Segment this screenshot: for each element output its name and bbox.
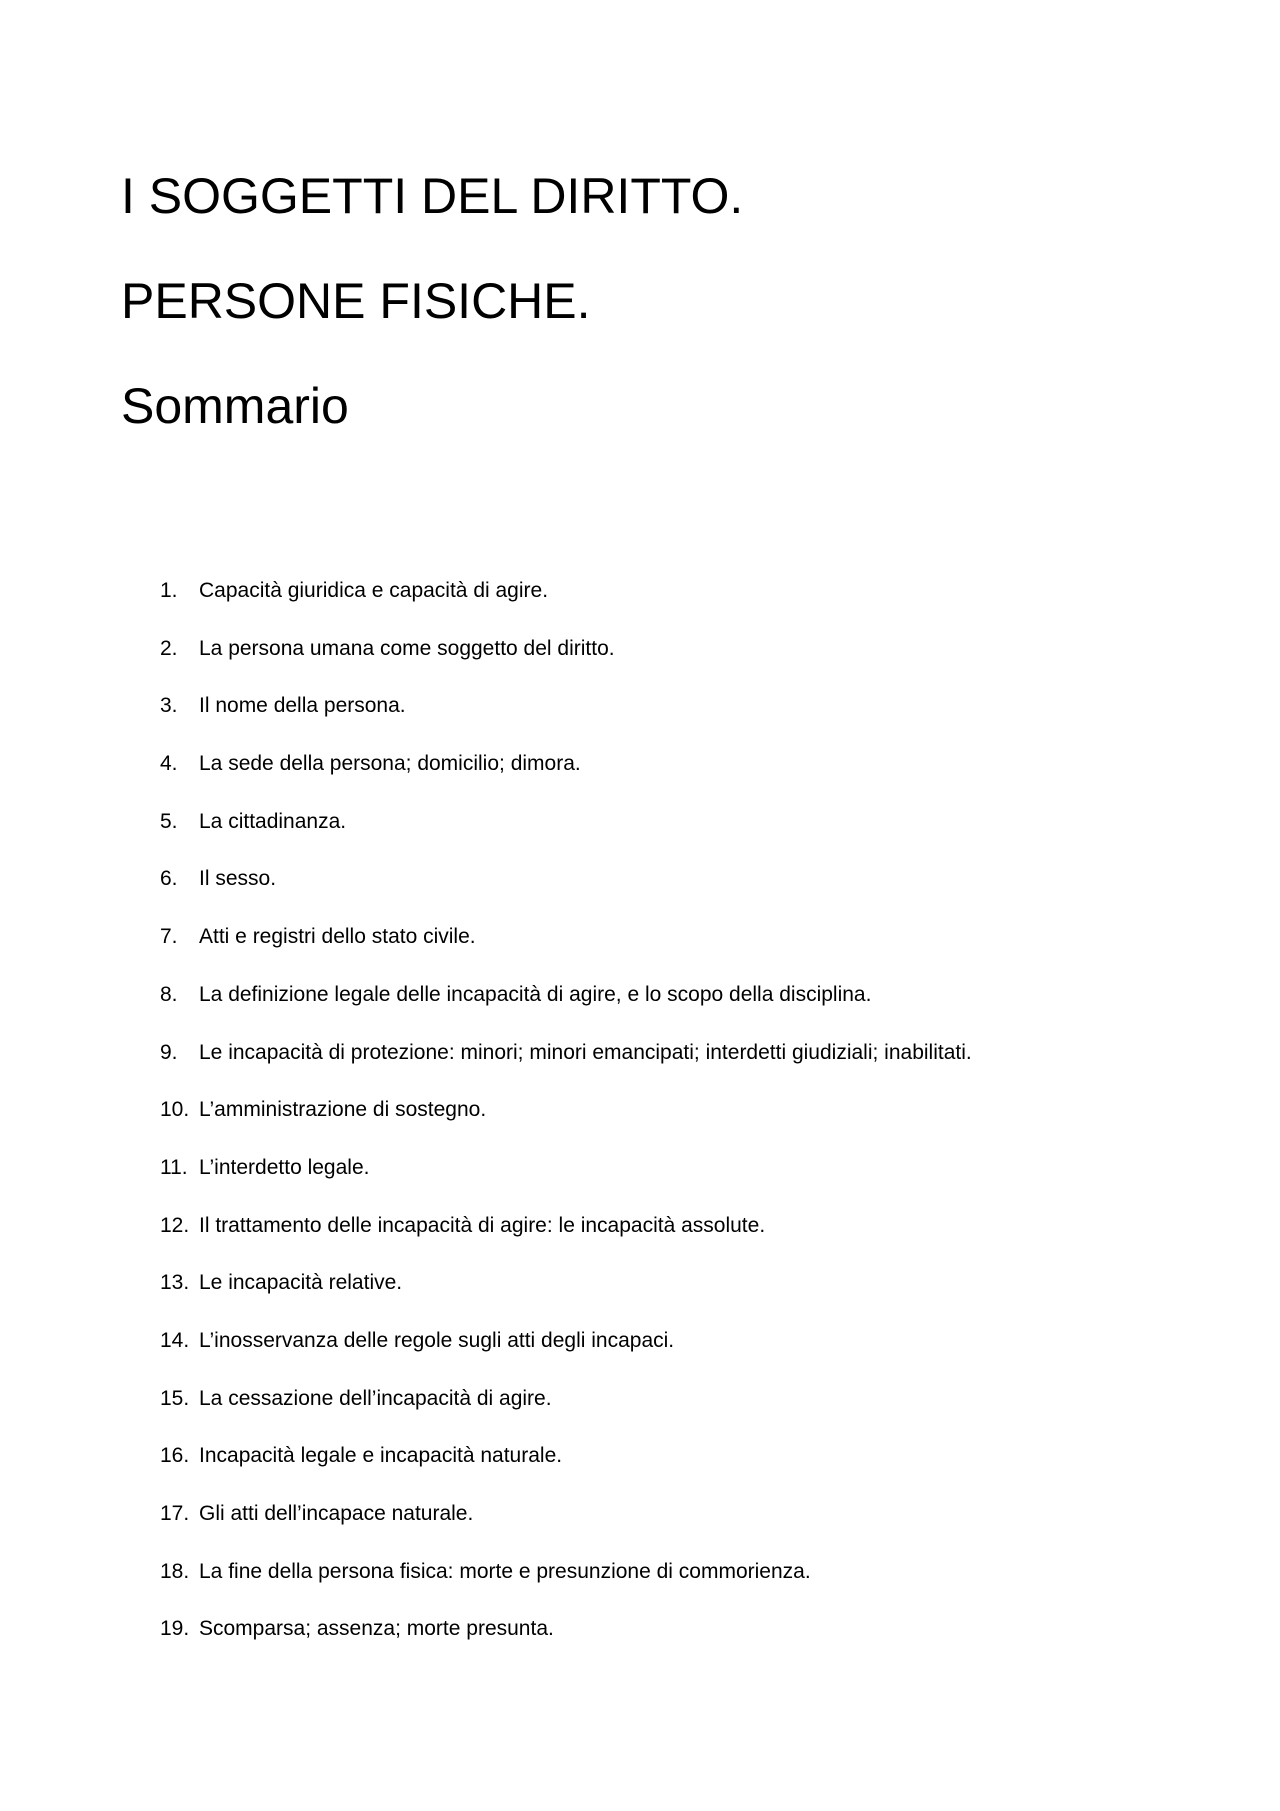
list-item — [160, 922, 972, 980]
list-item — [160, 1441, 972, 1499]
list-item-text: L’amministrazione di sostegno. — [199, 1098, 487, 1122]
list-item-text: La sede della persona; domicilio; dimora. — [199, 752, 581, 776]
list-item — [160, 1268, 972, 1326]
list-item-number: 2. — [160, 636, 178, 660]
list-item — [160, 1153, 972, 1211]
list-item — [160, 691, 972, 749]
list-item-text: La definizione legale delle incapacità di agire, e lo scopo della disciplina. — [199, 982, 872, 1006]
list-item — [160, 634, 972, 692]
list-item-text: Gli atti dell’incapace naturale. — [199, 1502, 474, 1525]
list-item-text: Le incapacità relative. — [199, 1271, 403, 1295]
list-item-text: L’interdetto legale. — [199, 1155, 370, 1179]
list-item — [160, 980, 972, 1038]
list-item-text: Scomparsa; assenza; morte presunta. — [199, 1617, 554, 1641]
summary-heading: Sommario — [121, 378, 349, 434]
list-item — [160, 864, 972, 922]
list-item-text: La cittadinanza. — [199, 809, 347, 833]
list-item — [160, 1557, 972, 1615]
list-item — [160, 1614, 972, 1672]
list-item-number: 7. — [160, 925, 178, 949]
document-subtitle: PERSONE FISICHE. — [121, 273, 591, 329]
list-item-text: Il trattamento delle incapacità di agire: le incapacità assolute. — [199, 1213, 766, 1237]
list-item — [160, 1326, 972, 1384]
list-item — [160, 807, 972, 865]
summary-list — [160, 576, 972, 1672]
document-title: I SOGGETTI DEL DIRITTO. — [121, 168, 744, 224]
list-item-number: 9. — [160, 1040, 178, 1064]
list-item — [160, 1038, 972, 1096]
list-item — [160, 1095, 972, 1153]
list-item — [160, 1499, 972, 1557]
list-item-number: 5. — [160, 809, 178, 833]
list-item-number: 6. — [160, 867, 178, 891]
list-item-number: 12. — [160, 1213, 190, 1237]
list-item — [160, 1211, 972, 1269]
list-item-number: 1. — [160, 579, 178, 602]
list-item — [160, 1384, 972, 1442]
list-item-text: L’inosservanza delle regole sugli atti degli incapaci. — [199, 1328, 675, 1352]
list-item-text: Il sesso. — [199, 867, 277, 891]
list-item-number: 3. — [160, 694, 178, 718]
list-item-number: 16. — [160, 1444, 190, 1468]
list-item-number: 13. — [160, 1271, 190, 1295]
list-item-text: Capacità giuridica e capacità di agire. — [199, 579, 549, 602]
list-item-number: 19. — [160, 1617, 190, 1641]
list-item — [160, 749, 972, 807]
list-item-number: 17. — [160, 1502, 190, 1525]
list-item-number: 8. — [160, 982, 178, 1006]
list-item-number: 18. — [160, 1559, 190, 1583]
list-item-number: 10. — [160, 1098, 190, 1122]
list-item-number: 15. — [160, 1386, 190, 1410]
list-item-number: 4. — [160, 752, 178, 776]
list-item — [160, 576, 972, 634]
list-item-text: La fine della persona fisica: morte e presunzione di commorienza. — [199, 1559, 811, 1583]
list-item-text: Atti e registri dello stato civile. — [199, 925, 476, 949]
list-item-number: 11. — [160, 1155, 188, 1179]
list-item-text: Le incapacità di protezione: minori; minori emancipati; interdetti giudiziali; inabilitati. — [199, 1040, 972, 1064]
list-item-number: 14. — [160, 1328, 190, 1352]
list-item-text: Incapacità legale e incapacità naturale. — [199, 1444, 563, 1468]
list-item-text: La cessazione dell’incapacità di agire. — [199, 1386, 552, 1410]
list-item-text: Il nome della persona. — [199, 694, 406, 718]
list-item-text: La persona umana come soggetto del diritto. — [199, 636, 615, 660]
